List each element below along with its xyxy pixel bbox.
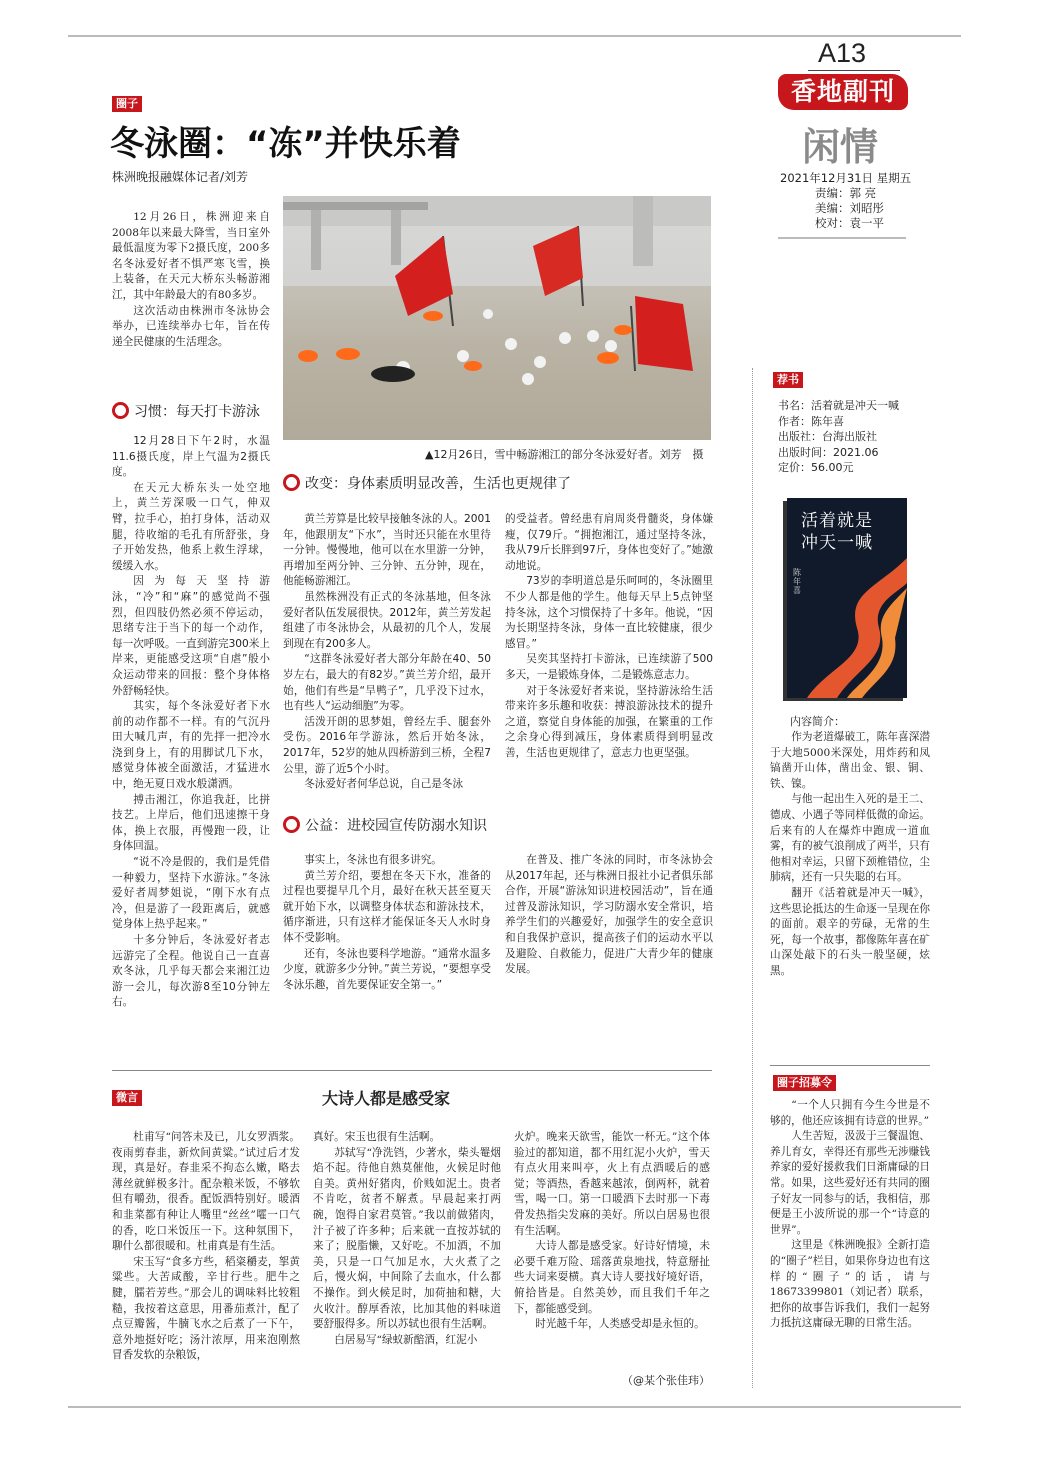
section-charity-col2	[505, 853, 713, 1033]
essay-col2	[313, 1130, 501, 1388]
book-cover	[787, 498, 907, 698]
paragraph: 在普及、推广冬泳的同时，市冬泳协会从2017年起，还与株洲日报社小记者俱乐部合作，开展“游泳知识进校园活动”，旨在通过普及游泳知识，学习防溺水安全常识，培养学生们的兴趣爱好，加强学生的安全意识和自我保护意识，提高孩子们的运动水平以及避险、自救能力，促进广大青少年的健康发展。	[505, 854, 713, 976]
editor: 责编：郭 亮	[815, 186, 877, 200]
book-intro-label: 内容简介：	[790, 715, 845, 728]
paragraph: 人生苦短，汲汲于三餐温饱、养儿育女，幸得还有那些无涉赚钱养家的爱好援救我们日渐庸碌的日常。如果，这些爱好还有共同的圈子好友一同参与的话，我相信，那便是王小波所说的那一个“诗意的世界”。	[770, 1130, 930, 1236]
essay-tag: 微言	[112, 1090, 142, 1106]
section-charity-col1	[283, 853, 491, 1033]
paragraph: 活泼开朗的思梦姐，曾经左手、腿套外受伤。2016年学游泳，然后开始冬泳，2017年，52岁的她从四桥游到三桥，全程7公里，游了近5个小时。	[283, 715, 491, 775]
book-info	[778, 398, 899, 476]
paragraph: 因为每天坚持游泳，“冷”和“麻”的感觉尚不强烈，但四肢仍然必须不停运动，思绪专注于当下的每一个动作，每一次呼吸。一直到游完300米上岸来，更能感受这项“自虐”般小众运动带来的回报：整个身体格外舒畅轻快。	[112, 575, 270, 697]
paragraph: 真好。宋玉也很有生活啊。	[313, 1131, 441, 1143]
intro-paragraph: 这次活动由株洲市冬泳协会举办，已连续举办七年，旨在传递全民健康的生活理念。	[112, 304, 270, 348]
paragraph: 十多分钟后，冬泳爱好者志远游完了全程。他说自己一直喜欢冬泳，几乎每天都会来湘江边游一会儿，每次游8至10分钟左右。	[112, 934, 270, 1009]
book-tag: 荐书	[773, 372, 803, 388]
paragraph: 黄兰芳算是比较早接触冬泳的人。2001年，他跟朋友“下水”，当时还只能在水里待一分钟。慢慢地，他可以在水里游一分钟，再增加至两分钟、三分钟、五分钟，现在，他能畅游湘江。	[283, 513, 491, 588]
paragraph: 宋玉写“食多方些，稻粢穱麦，挐黄粱些。大苦咸酸，辛甘行些。肥牛之腱，臑若芳些。”那会儿的调味料比较粗糙，我按着这意思，用番茄煮汁，配了点豆瓣酱，牛腩飞水之后煮了一下午，意外地挺好吃；汤汁浓厚，用来泡刚熬冒香发软的杂粮饭，	[112, 1255, 300, 1362]
paragraph: 12月28日下午2时，水温11.6摄氏度，岸上气温为2摄氏度。	[112, 435, 270, 479]
paragraph: 虽然株洲没有正式的冬泳基地，但冬泳爱好者队伍发展很快。2012年，黄兰芳发起组建了市冬泳协会，从最初的几个人，发展到现在有200多人。	[283, 590, 491, 650]
paragraph: 作为老道爆破工，陈年喜深潜于大地5000米深处，用炸药和凤镐凿开山体，凿出金、银、铜、铁、镍。	[770, 731, 930, 790]
paragraph: 对于冬泳爱好者来说，坚持游泳给生活带来许多乐趣和收获：搏浪游泳技术的提升之道，察觉自身体能的加强，在繁重的工作之余身心得到减压，身体素质得到明显改善，生活也更规律了，意志力也更坚强。	[505, 684, 713, 759]
intro-paragraph: 12月26日，株洲迎来自2008年以来最大降雪，当日室外最低温度为零下2摄氏度，200多名冬泳爱好者不惧严寒飞雪，换上装备，在天元大桥东头畅游湘江，其中年龄最大的有80多岁。	[112, 211, 270, 301]
designer: 美编：刘昭彤	[815, 201, 884, 215]
book-price: 定价：56.00元	[778, 461, 854, 474]
paragraph: “说不冷是假的，我们是凭借一种毅力，坚持下水游泳。”冬泳爱好者周梦姐说，“刚下水有点冷，但是游了一段距离后，就感觉身体上热乎起来。”	[112, 856, 270, 931]
paragraph: 73岁的李明道总是乐呵呵的，冬泳圈里不少人都是他的学生。他每天早上5点钟坚持冬泳，这个习惯保持了十多年。他说，“因为长期坚持冬泳，身体一直比较健康，很少感冒。”	[505, 575, 713, 650]
proofreader: 校对：袁一平	[815, 216, 884, 230]
top-rule	[68, 35, 961, 37]
paragraph: 与他一起出生入死的是王二、德成、小遇子等同样低微的命运。后来有的人在爆炸中跑成一道血雾，有的被气浪削成了两半，只有他相对幸运，只留下颈椎错位，尘肺病，还有一只失聪的右耳。	[770, 793, 930, 884]
paragraph: 苏轼写“净洗铛，少著水，柴头罨烟焰不起。待他自熟莫催他，火候足时他自美。黄州好猪肉，价贱如泥土。贵者不肯吃，贫者不解煮。早晨起来打两碗，饱得自家君莫管。”我以前做猪肉，汁子被了许多种；后来就一直按苏轼的来了；脱脂懒，又好吃。不加酒，不加美，只是一口气加足水，大火煮了之后，慢火焖，中间除了去血水，什么都不操作。到火候足时，加荷抽和糖，大火收汁。醇厚香浓，比加其他的料味道要舒服得多。所以苏轼也很有生活啊。	[313, 1146, 501, 1331]
section-habit-body	[112, 434, 270, 1039]
column-divider	[752, 368, 753, 1388]
paragraph: 冬泳爱好者何华总说，自己是冬泳	[304, 778, 464, 791]
swimmers-photo	[283, 196, 711, 440]
masthead-rule	[778, 237, 906, 239]
paragraph: 翻开《活着就是冲天一喊》，这些思论抵达的生命逐一呈现在你的面前。艰辛的劳碌，无常的生死，每一个故事，都像陈年喜在矿山深处敲下的石头一般坚硬，炫黑。	[770, 886, 930, 977]
article-intro	[112, 210, 270, 390]
essay-title: 大诗人都是感受家	[322, 1089, 451, 1108]
photo-caption: ▲12月26日，雪中畅游湘江的部分冬泳爱好者。刘芳 摄	[425, 448, 704, 461]
section-heading-change: 改变：身体素质明显改善，生活也更规律了	[283, 473, 571, 493]
article-byline: 株洲晚报融媒体记者/刘芳	[112, 170, 249, 184]
essay-author: （@某个张佳玮）	[622, 1374, 710, 1387]
recruit-rule	[770, 1065, 930, 1066]
paragraph: 白居易写“绿蚁新醅酒，红泥小	[334, 1333, 478, 1346]
essay-col3	[514, 1130, 710, 1368]
book-cover-title-line1: 活着就是	[801, 511, 873, 531]
issue-date: 2021年12月31日 星期五	[780, 171, 912, 185]
paragraph: 还有，冬泳也要科学地游。“通常水温多少度，就游多少分钟。”黄兰芳说，“要想享受冬泳乐趣，首先要保证安全第一。”	[283, 947, 491, 991]
page-number: A13	[818, 38, 867, 68]
book-author: 作者：陈年喜	[778, 414, 844, 428]
book-publisher: 出版社：台海出版社	[778, 430, 877, 443]
article-tag: 圈子	[112, 96, 142, 112]
section-ring-icon	[283, 474, 300, 491]
section-change-col1	[283, 512, 491, 802]
recruit-tag: 圈子招募令	[773, 1075, 836, 1091]
paragraph: 在天元大桥东头一处空地上，黄兰芳深吸一口气，伸双臂，拉手心，拍打身体，活动双腿，待收缩的毛孔有所舒张，身子开始发热，他系上救生浮球，缓缓入水。	[112, 481, 270, 572]
section-title: 闲情	[802, 124, 879, 169]
paragraph: 杜甫写“问答未及已，儿女罗酒浆。夜雨剪春韭，新炊间黄粱。”试过后才发现，真是好。春韭采不拘态么嫩，略去薄丝就鲜极多汁。配杂粮米饭，不够软但有嚼劲，很香。配饭酒特别好。暖酒和韭菜都有种让人嘴里“丝丝”嚯一口气的香，吃口米饭压一下。这种氛围下，聊什么都很暖和。杜甫真是有生活。	[112, 1131, 300, 1253]
paragraph: “一个人只拥有今生今世是不够的，他还应该拥有诗意的世界。”	[770, 1099, 930, 1127]
paragraph: 大诗人都是感受家。好诗好情境，未必要千难万险、瑶落黄泉地找，特意掰扯些大词来耍横。真大诗人要找好境好语，俯拾皆是。自然美妙，而且我们千年之下，都能感受到。	[514, 1240, 710, 1315]
paragraph: 时光越千年，人类感受却是永恒的。	[535, 1318, 705, 1331]
paragraph: 这里是《株洲晚报》全新打造的“圈子”栏目，如果你身边也有这样的“圈子”的话，请与18673399801（刘记者）联系，把你的故事告诉我们，我们一起努力抵抗这庸碌无聊的日常生活。	[770, 1239, 930, 1330]
section-change-col2	[505, 512, 713, 802]
section-ring-icon	[112, 402, 129, 419]
section-heading-charity: 公益：进校园宣传防溺水知识	[283, 815, 487, 835]
photo-illustration	[283, 196, 711, 440]
section-ring-icon	[283, 816, 300, 833]
page-number-rule	[808, 70, 900, 71]
book-cover-title-line2: 冲天一喊	[801, 533, 873, 553]
paragraph: “这群冬泳爱好者大部分年龄在40、50岁左右，最大的有82岁。”黄兰芳介绍，最开始，他们有些是“旱鸭子”，几乎没下过水，也有些人“运动细胞”为零。	[283, 653, 491, 713]
brand-logo: 香地副刊	[778, 74, 908, 110]
book-cover-author: 陈年喜	[793, 568, 801, 595]
paragraph: 火炉。晚来天欲雪，能饮一杯无。”这个体验过的都知道，都不用红泥小火炉，雪天有点火用来叫亭，火上有点酒暖后的感觉；等酒热，香越来越浓，倒两杯，就着雪，喝一口。第一口暖酒下去时那一下毒骨发热指尖发麻的美好。所以白居易也很有生活啊。	[514, 1131, 710, 1237]
book-pub-date: 出版时间：2021.06	[778, 445, 879, 459]
paragraph: 的受益者。曾经患有肩周炎骨髓炎，身体嫌瘦，仅79斤。“拥抱湘江，通过坚持冬泳，我从79斤长胖到97斤，身体也变好了。”她激动地说。	[505, 513, 713, 572]
section-heading-habit: 习惯：每天打卡游泳	[112, 401, 260, 421]
paragraph: 搏击湘江，你追我赶，比拼技艺。上岸后，他们迅速擦干身体，换上衣服，再慢跑一段，让身体回温。	[112, 793, 270, 853]
article-title: 冬泳圈：“冻”并快乐着	[110, 124, 461, 164]
essay-rule	[112, 1070, 712, 1071]
bottom-rule	[68, 1406, 961, 1408]
book-name: 书名：活着就是冲天一喊	[778, 399, 899, 412]
paragraph: 事实上，冬泳也有很多讲究。	[304, 854, 442, 866]
paragraph: 黄兰芳介绍，要想在冬天下水，准备的过程也要提早几个月，最好在秋天甚至夏天就开始下水，以调整身体状态和游泳技术，循序渐进，只有这样才能保证冬天人水时身体不受影响。	[283, 869, 491, 944]
paragraph: 吴奕其坚持打卡游泳，已连续游了500多天，一是锻炼身体，二是锻炼意志力。	[505, 653, 713, 681]
book-intro	[770, 730, 930, 1032]
paragraph: 其实，每个冬泳爱好者下水前的动作都不一样。有的气沉丹田大喊几声，有的先拌一把冷水浇到身上，有的用脚试几下水，感觉身体被全面激活，才猛进水中，绝无夏日戏水般潇洒。	[112, 700, 270, 791]
recruit-body	[770, 1098, 930, 1388]
essay-col1	[112, 1130, 300, 1388]
